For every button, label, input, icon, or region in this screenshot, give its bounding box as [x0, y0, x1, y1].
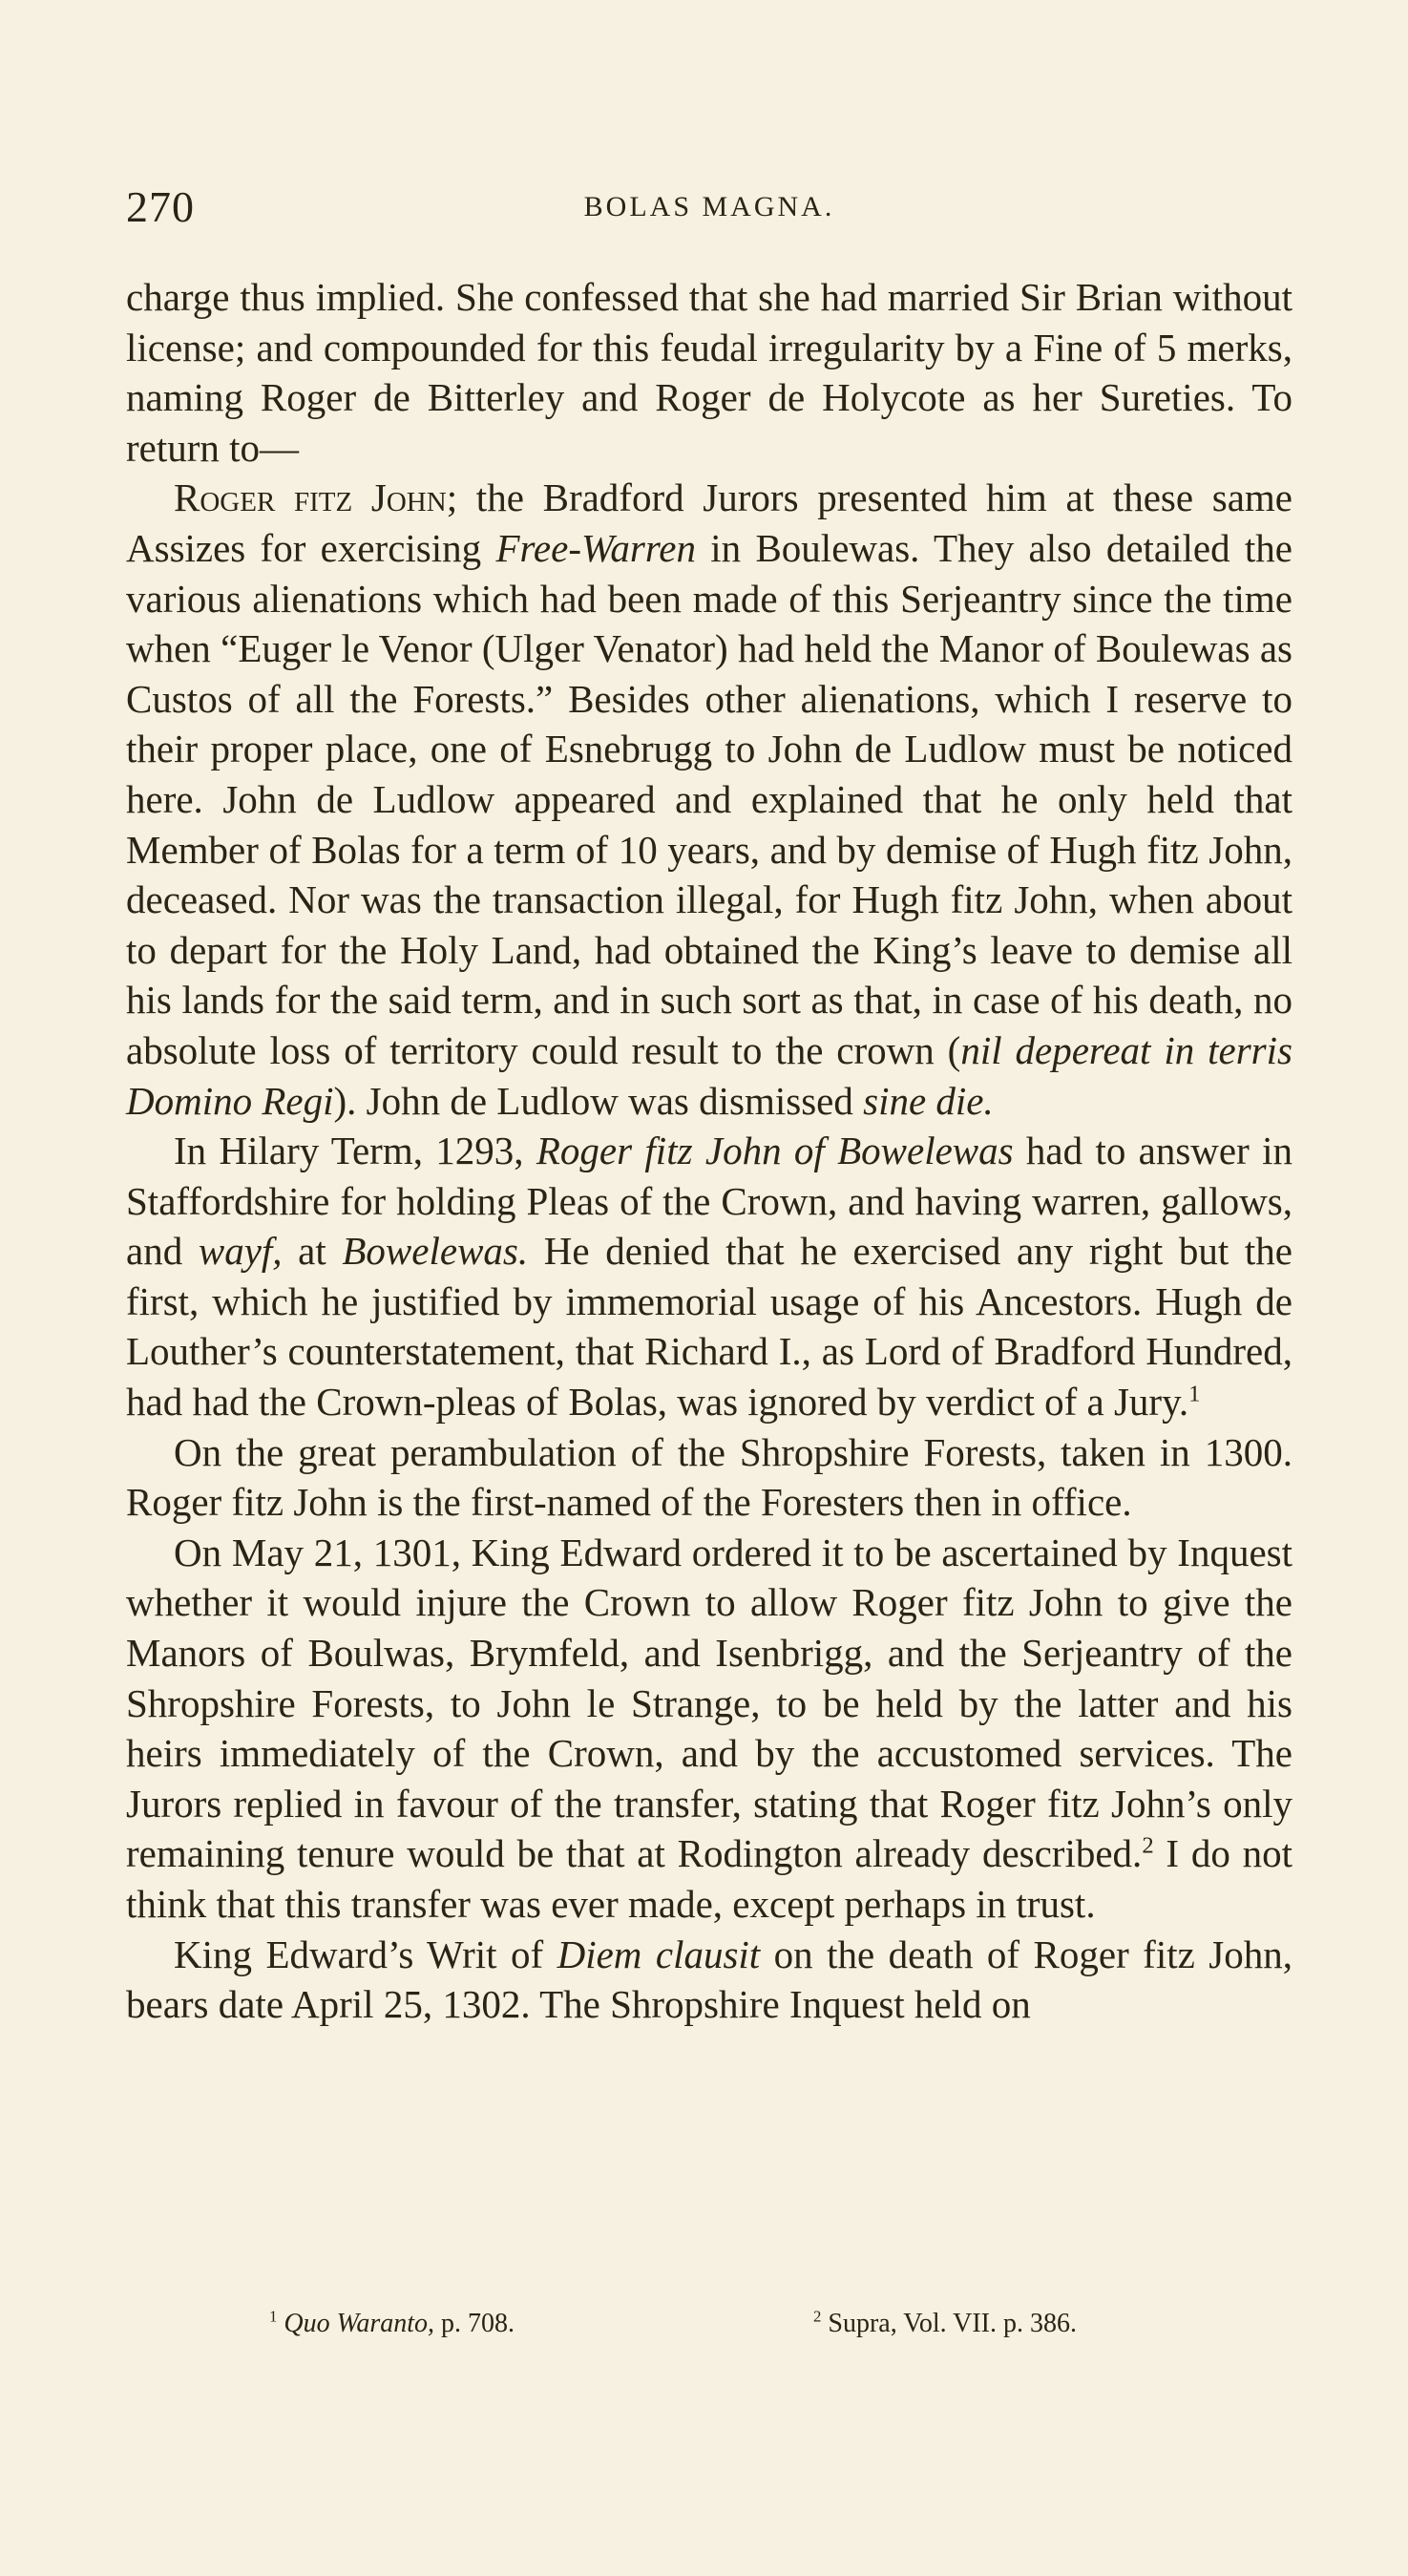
paragraph: In Hilary Term, 1293, Roger fitz John of Bowelewas had to answer in Staffordshire for holding Pleas of the Crown, and having warren, gallows, and wayf, at Bowelewas. He denied that he exercised any right but the first, which he justified by immemorial usage of his Ancestors. Hugh de Louther’s counterstatement, that Richard I., as Lord of Bradford Hundred, had had the Crown-pleas of Bolas, was ignored by verdict of a Jury.$^1$	[126, 1129, 1292, 1425]
paragraph: On May 21, 1301, King Edward ordered it to be ascertained by Inquest whether it would injure the Crown to allow Roger fitz John to give the Manors of Boulwas, Brymfeld, and Isenbrigg, and the Serjeantry of the Shropshire Forests, to John le Strange, to be held by the latter and his heirs immediately of the Crown, and by the accustomed services. The Jurors replied in favour of the transfer, stating that Roger fitz John’s only remaining tenure would be that at Rodington already described.$^2$ I do not think that this transfer was ever made, except perhaps in trust.	[126, 1530, 1293, 1926]
page-number: 270	[126, 182, 195, 231]
paragraph: King Edward’s Writ of Diem clausit on the death of Roger fitz John, bears date April 25, 1302. The Shropshire Inquest held on	[126, 1932, 1292, 2027]
footnote-ref: 2	[1142, 1832, 1154, 1859]
body-text	[126, 272, 1292, 2030]
page-header	[126, 181, 1292, 239]
footnote: $^2$ Supra, Vol. VII. p. 386.	[813, 2307, 1077, 2338]
running-title: BOLAS MAGNA.	[583, 191, 835, 222]
paragraph: charge thus implied. She confessed that she had married Sir Brian without license; and compounded for this feudal irregularity by a Fine of 5 merks, naming Roger de Bitterley and Roger de Holycote as her Sureties. To return to—	[126, 275, 1292, 470]
paragraph: Roger fitz John; the Bradford Jurors presented him at these same Assizes for exercising Free-Warren in Boulewas. They also detailed the various alienations which had been made of this Serjeantry since the time when “Euger le Venor (Ulger Venator) had held the Manor of Boulewas as Custos of all the Forests.” Besides other alienations, which I reserve to their proper place, one of Esnebrugg to John de Ludlow must be noticed here. John de Ludlow appeared and explained that he only held that Member of Bolas for a term of 10 years, and by demise of Hugh fitz John, deceased. Nor was the transaction illegal, for Hugh fitz John, when about to depart for the Holy Land, had obtained the King’s leave to demise all his lands for the said term, and in such sort as that, in case of his death, no absolute loss of territory could result to the crown (nil depereat in terris Domino Regi). John de Ludlow was dismissed sine die.	[126, 475, 1292, 1123]
footnote-ref: 1	[1188, 1381, 1201, 1407]
footnote: $^1$ Quo Waranto, p. 708.	[269, 2307, 515, 2338]
paragraph: On the great perambulation of the Shropshire Forests, taken in 1300. Roger fitz John is the first-named of the Foresters then in office.	[126, 1429, 1292, 1525]
person-name: Roger fitz John	[174, 475, 447, 520]
